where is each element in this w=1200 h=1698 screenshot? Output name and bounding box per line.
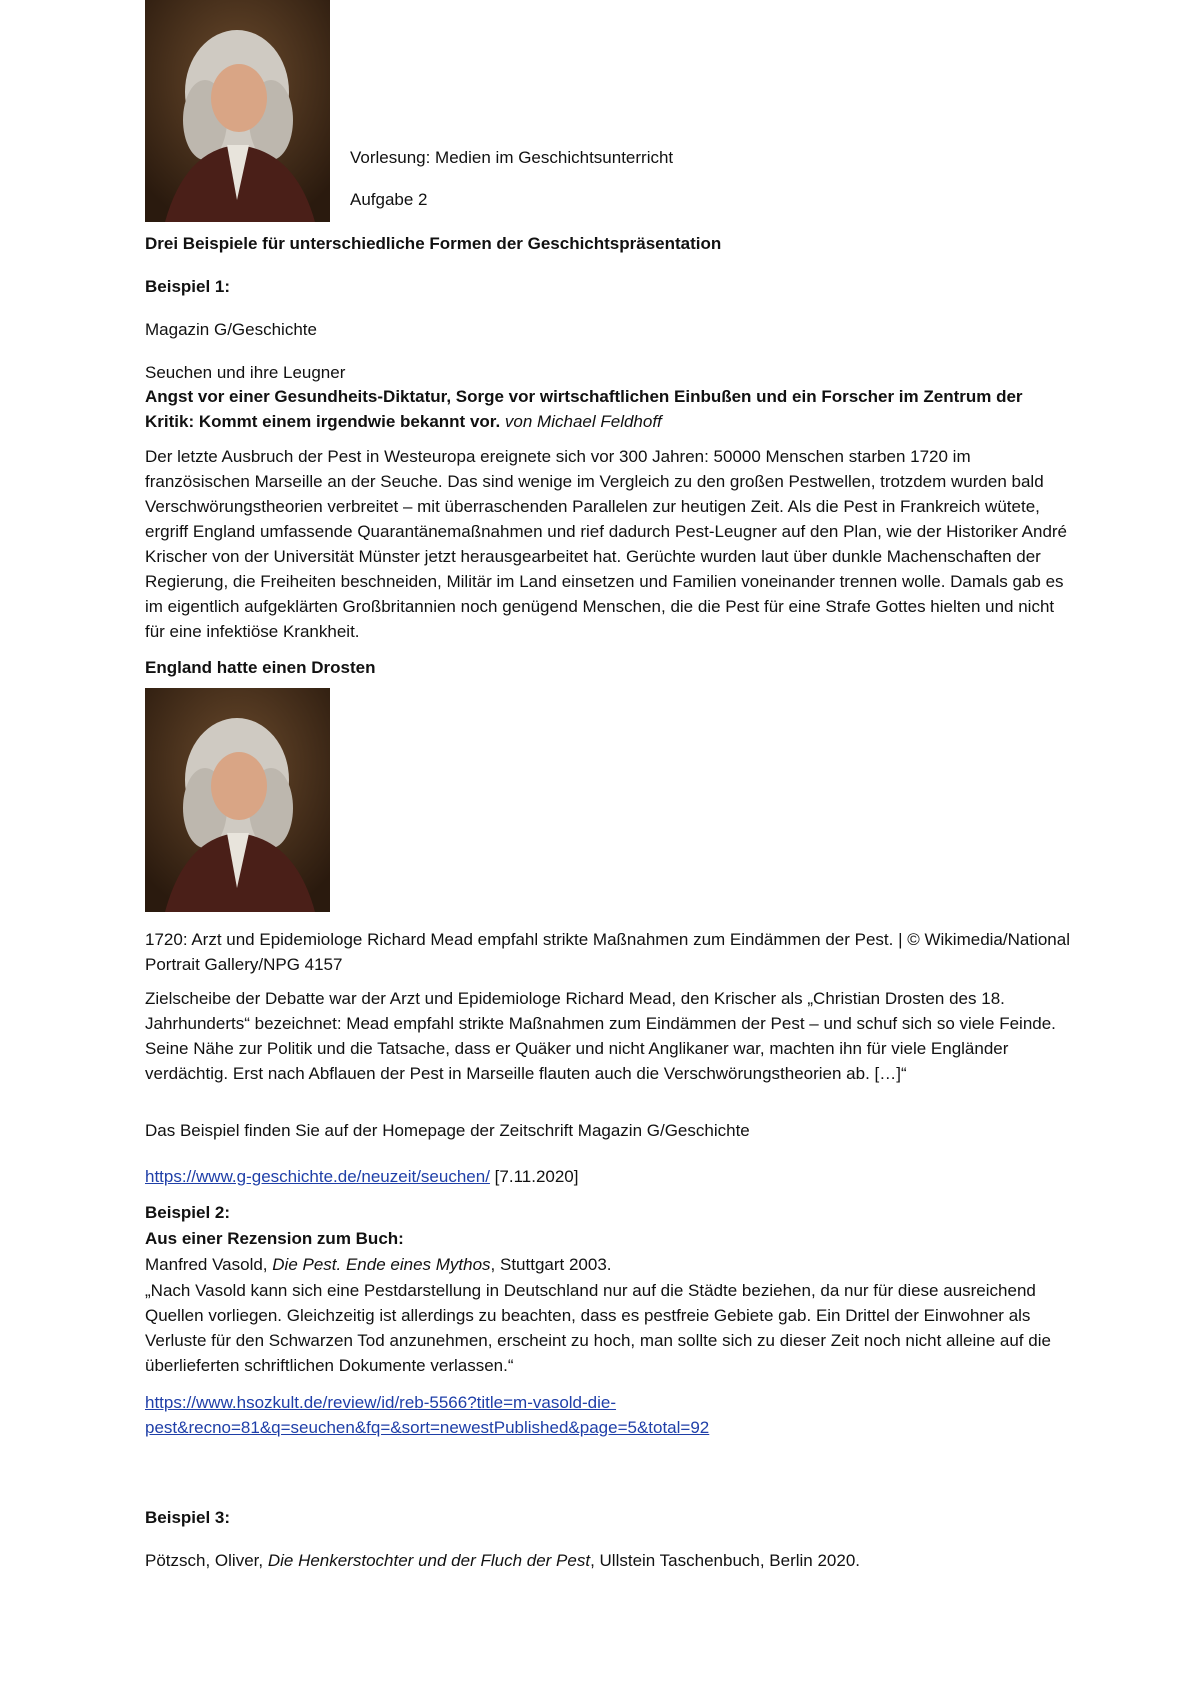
course-title: Vorlesung: Medien im Geschichtsunterricht	[350, 148, 674, 167]
book-place-year: , Stuttgart 2003.	[490, 1255, 612, 1274]
article-body-2: Zielscheibe der Debatte war der Arzt und Epidemiologe Richard Mead, den Krischer als „Christian Drosten des 18. Jahrhunderts“ bezeichnet: Mead empfahl strikte Maßnahmen zum Eindämmen der Pest – und schuf sich so viele Feinde. Seine Nähe zur Politik und die Tatsache, dass er Quäker und nicht Anglikaner war, machten ihn für viele Engländer verdächtig. Erst nach Abflauen der Pest in Marseille flauten auch die Verschwörungstheorien ab. […]“	[145, 989, 1056, 1083]
article-subheading: England hatte einen Drosten	[145, 658, 376, 677]
example1-source: Magazin G/Geschichte	[145, 320, 317, 339]
example1-source-link-line	[145, 1164, 579, 1189]
homepage-note: Das Beispiel finden Sie auf der Homepage der Zeitschrift Magazin G/Geschichte	[145, 1121, 750, 1140]
article-body: Der letzte Ausbruch der Pest in Westeuropa ereignete sich vor 300 Jahren: 50000 Menschen starben 1720 im französischen Marseille an der Seuche. Das sind wenige im Vergleich zu den großen Pestwellen, trotzdem wurden bald Verschwörungstheorien verbreitet – mit überraschenden Parallelen zur heutigen Zeit. Als die Pest in Frankreich wütete, ergriff England umfassende Quarantänemaßnahmen und rief dadurch Pest-Leugner auf den Plan, wie der Historiker André Krischer von der Universität Münster jetzt herausgearbeitet hat. Gerüchte wurden laut über dunkle Machenschaften der Regierung, die Freiheiten beschneiden, Militär im Land einsetzen und Familien voneinander trennen wolle. Damals gab es im eigentlich aufgeklärten Großbritannien noch genügend Menschen, die die Pest für eine Strafe Gottes hielten und nicht für eine infektiöse Krankheit.	[145, 447, 1068, 641]
example3-citation	[145, 1548, 860, 1573]
example3-author: Pötzsch, Oliver,	[145, 1551, 264, 1570]
teaser-text: Angst vor einer Gesundheits-Diktatur, Sorge vor wirtschaftlichen Einbußen und ein Forscher im Zentrum der Kritik: Kommt einem irgendwie bekannt vor.	[145, 387, 1023, 431]
example2-label: Beispiel 2:	[145, 1203, 231, 1222]
example2-url-line-2[interactable]: pest&recno=81&q=seuchen&fq=&sort=newestPublished&page=5&total=92	[145, 1418, 710, 1437]
book-title: Die Pest. Ende eines Mythos	[272, 1255, 491, 1274]
book-author: Manfred Vasold,	[145, 1255, 268, 1274]
article-teaser	[145, 384, 1075, 434]
example3-publisher: , Ullstein Taschenbuch, Berlin 2020.	[590, 1551, 861, 1570]
review-quote: „Nach Vasold kann sich eine Pestdarstellung in Deutschland nur auf die Städte beziehen, da nur für diese ausreichend Quellen vorliegen. Gleichzeitig ist allerdings zu beachten, dass es pestfreie Gebiete gab. Ein Drittel der Einwohner als Verluste für den Schwarzen Tod anzunehmen, erscheint zu hoch, man sollte sich zu dieser Zeit noch nicht alleine auf die überlieferten schriftlichen Dokumente verlassen.“	[145, 1281, 1051, 1375]
portrait-richard-mead	[145, 688, 330, 912]
image-caption: 1720: Arzt und Epidemiologe Richard Mead empfahl strikte Maßnahmen zum Eindämmen der Pest. | © Wikimedia/National Portrait Gallery/NPG 4157	[145, 930, 1070, 974]
review-intro: Aus einer Rezension zum Buch:	[145, 1229, 404, 1248]
example1-url-link[interactable]: https://www.g-geschichte.de/neuzeit/seuchen/	[145, 1167, 490, 1186]
example1-label: Beispiel 1:	[145, 277, 231, 296]
intro-heading: Drei Beispiele für unterschiedliche Formen der Geschichtspräsentation	[145, 234, 722, 253]
teaser-author: von Michael Feldhoff	[504, 412, 662, 431]
book-citation	[145, 1252, 612, 1277]
article-title: Seuchen und ihre Leugner	[145, 363, 346, 382]
example3-label: Beispiel 3:	[145, 1508, 231, 1527]
portrait-richard-mead-top	[145, 0, 330, 222]
example3-book-title: Die Henkerstochter und der Fluch der Pest	[267, 1551, 591, 1570]
example2-link	[145, 1390, 1075, 1440]
example1-access-date: [7.11.2020]	[494, 1167, 579, 1186]
example2-url-line-1[interactable]: https://www.hsozkult.de/review/id/reb-5566?title=m-vasold-die-	[145, 1393, 617, 1412]
task-label: Aufgabe 2	[350, 190, 428, 209]
